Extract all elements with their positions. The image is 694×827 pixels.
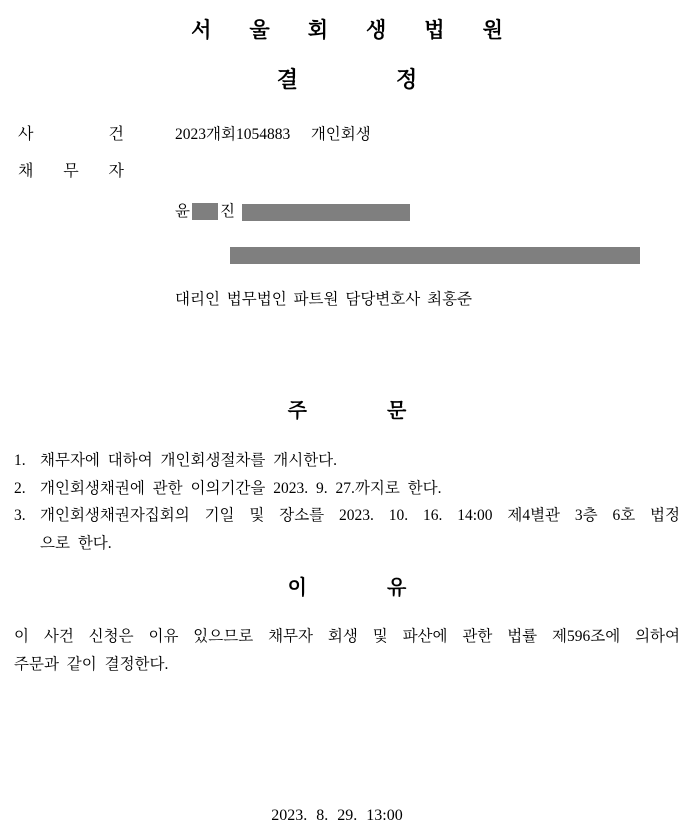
order-item-text [40, 475, 680, 503]
decision-datetime: 2023. 8. 29. 13:00 [271, 807, 403, 824]
case-number-row [14, 125, 680, 145]
debtor-row [14, 162, 680, 350]
debtor-name-suffix: 진 [219, 203, 235, 220]
redaction-box-address-2 [230, 247, 640, 264]
order-item [14, 502, 680, 557]
redaction-box-name [192, 203, 218, 220]
order-item-number: 2. [14, 479, 26, 497]
debtor-name-prefix: 윤 [175, 203, 190, 220]
case-info-block [14, 125, 680, 350]
order-section-heading: 주문 [287, 400, 487, 422]
order-item [14, 475, 680, 503]
order-item-line: 으로 한다. [40, 534, 112, 552]
order-item-text [40, 447, 680, 475]
order-list [14, 447, 680, 557]
order-item-number: 1. [14, 452, 26, 469]
reason-line: 이 사건 신청은 이유 있으므로 채무자 회생 및 파산에 관한 법률 제596조에 의하여 [14, 628, 680, 645]
reason-line: 주문과 같이 결정한다. [14, 656, 169, 673]
reason-body [14, 623, 680, 679]
case-label: 사 건 [18, 126, 124, 143]
document-type-heading: 결정 [276, 67, 516, 92]
order-item-text [40, 502, 680, 557]
order-item [14, 447, 680, 475]
order-item-line: 개인회생채권자집회의 기일 및 장소를 2023. 10. 16. 14:00 제4별관 3층 6호 법정 [40, 507, 680, 524]
order-item-number: 3. [14, 507, 26, 524]
representative-line: 대리인 법무법인 파트원 담당변호사 최홍준 [175, 291, 473, 308]
reason-section-heading: 이유 [287, 577, 487, 599]
debtor-details [175, 162, 640, 350]
redaction-box-address-1 [242, 204, 410, 221]
order-item-line: 채무자에 대하여 개인회생절차를 개시한다. [40, 452, 338, 469]
case-number: 2023개회1054883 개인회생 [175, 126, 371, 143]
debtor-label: 채 무 자 [18, 163, 124, 180]
order-item-line: 개인회생채권에 관한 이의기간을 2023. 9. 27.까지로 한다. [40, 479, 442, 497]
debtor-name-line [175, 202, 640, 222]
court-name-title: 서울회생법원 [191, 19, 541, 42]
